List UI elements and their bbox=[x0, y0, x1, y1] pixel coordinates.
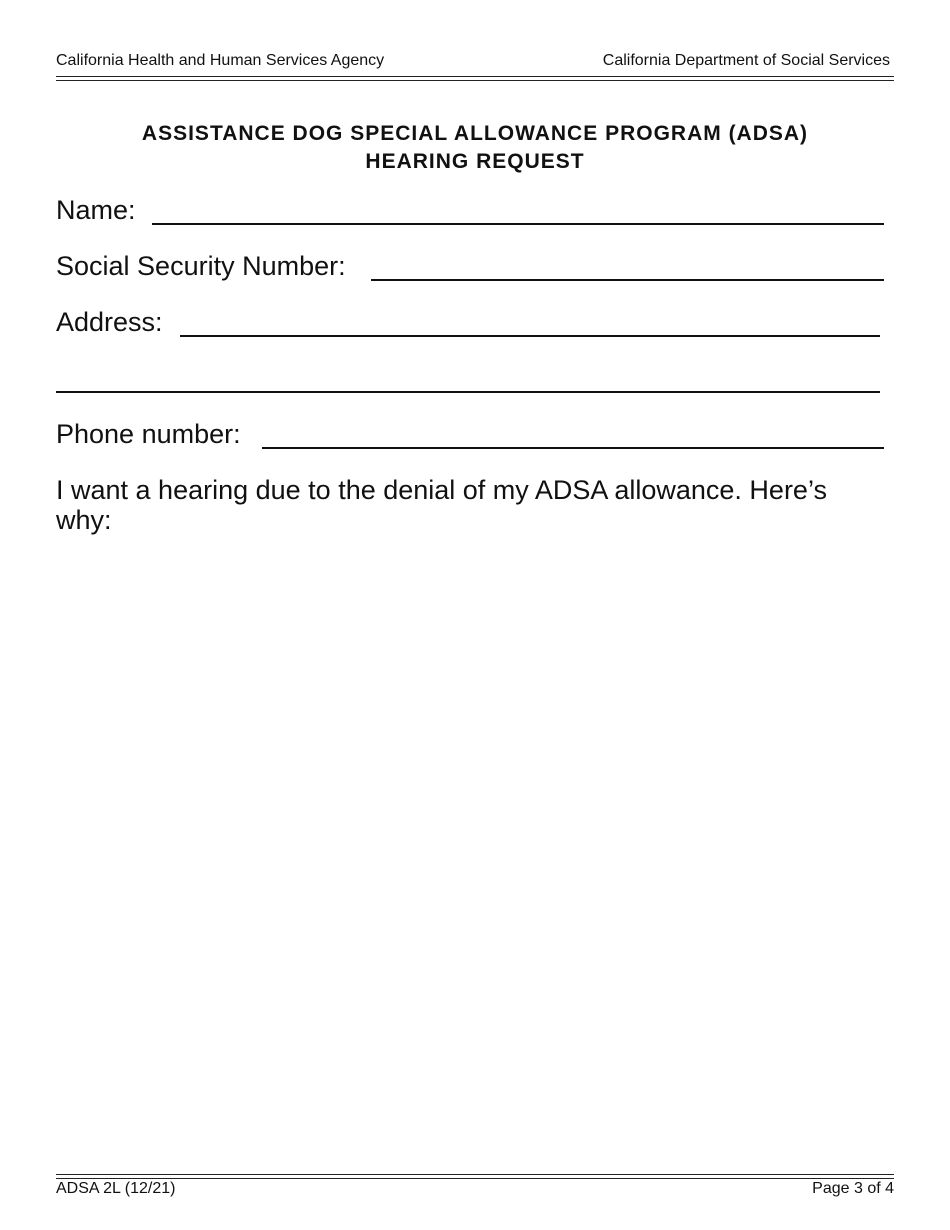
address-label: Address: bbox=[56, 307, 163, 337]
hearing-reason-prompt: I want a hearing due to the denial of my ADSA allowance. Here’s why: bbox=[56, 475, 827, 535]
header-divider-bottom bbox=[56, 80, 894, 81]
footer-divider-bottom bbox=[56, 1178, 894, 1179]
form-subtitle: HEARING REQUEST bbox=[365, 150, 585, 173]
name-label: Name: bbox=[56, 195, 136, 225]
footer-form-id: ADSA 2L (12/21) bbox=[56, 1180, 176, 1197]
ssn-label: Social Security Number: bbox=[56, 251, 346, 281]
phone-field-line[interactable] bbox=[262, 447, 884, 449]
address-field-line-2[interactable] bbox=[56, 391, 880, 393]
header-department: California Department of Social Services bbox=[602, 52, 890, 69]
address-field-line-1[interactable] bbox=[180, 335, 880, 337]
form-title: ASSISTANCE DOG SPECIAL ALLOWANCE PROGRAM (ADSA) bbox=[141, 122, 809, 145]
ssn-field-line[interactable] bbox=[371, 279, 884, 281]
header-divider-top bbox=[56, 76, 894, 77]
phone-label: Phone number: bbox=[56, 419, 241, 449]
footer-page-number: Page 3 of 4 bbox=[812, 1180, 894, 1197]
name-field-line[interactable] bbox=[152, 223, 884, 225]
header-agency: California Health and Human Services Agency bbox=[56, 52, 385, 69]
footer-divider-top bbox=[56, 1174, 894, 1175]
